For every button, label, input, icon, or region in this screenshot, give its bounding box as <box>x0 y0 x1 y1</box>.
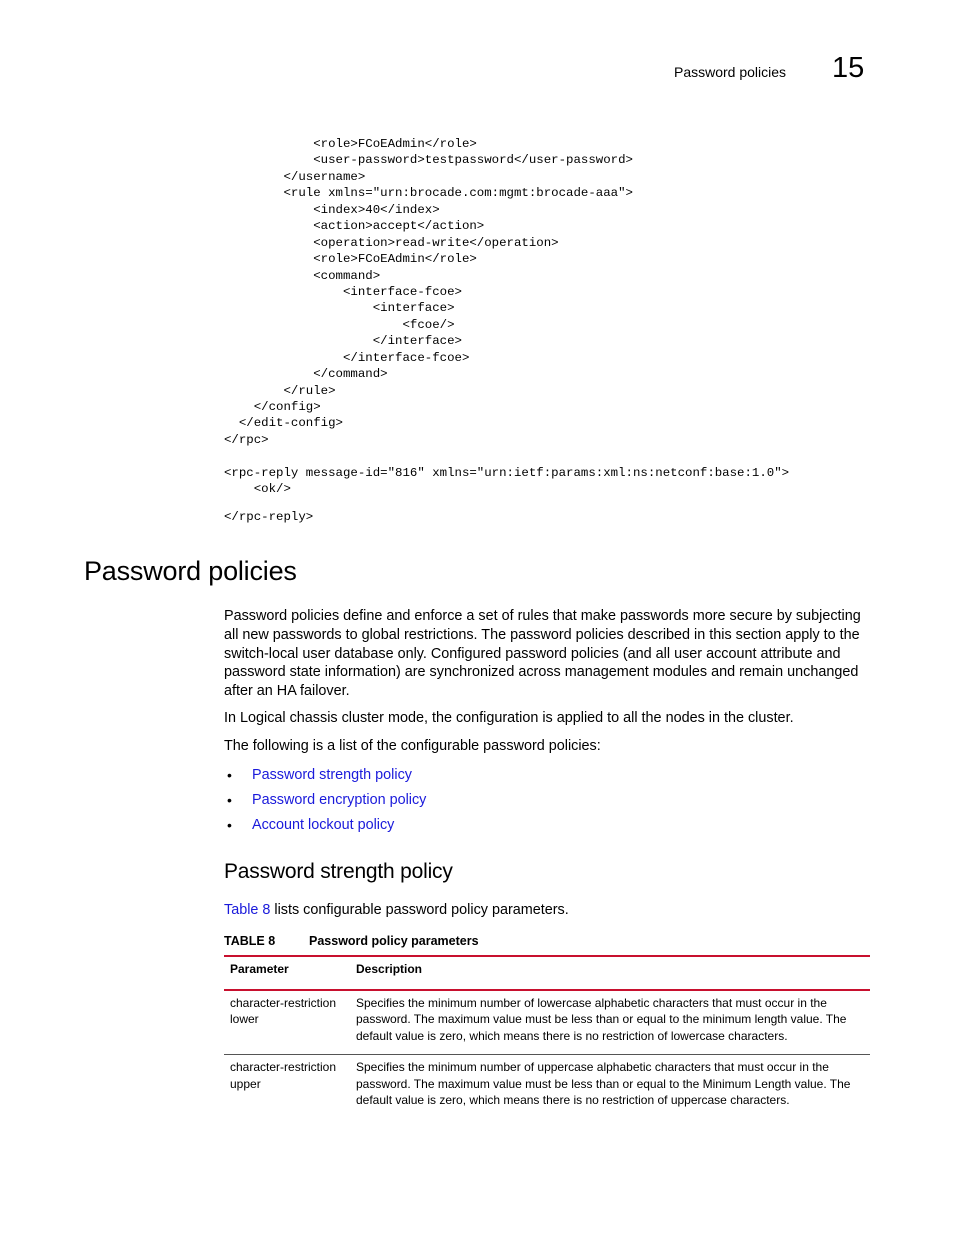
code-line: </interface> <box>224 334 462 349</box>
bullet-icon: • <box>227 792 232 808</box>
chapter-number: 15 <box>832 52 865 84</box>
column-header-description: Description <box>356 962 423 976</box>
code-line: <rpc-reply message-id="816" xmlns="urn:ietf:params:xml:ns:netconf:base:1.0"> <box>224 465 790 480</box>
code-line: <user-password>testpassword</user-password> <box>224 153 633 168</box>
intro-paragraph: Password policies define and enforce a set of rules that make passwords more secure by subjecting all new passwords to global restrictions. The password policies described in this section apply to the switch-local user database only. Configured password policies (and all user account attribute and password state information) are synchronized across management modules and remain unchanged after an HA failover. <box>224 608 861 700</box>
password-strength-policy-link[interactable]: Password strength policy <box>252 767 412 783</box>
code-line: </username> <box>224 169 366 184</box>
code-line: </command> <box>224 367 388 382</box>
bullet-icon: • <box>227 767 232 783</box>
table-caption-label: TABLE 8 <box>224 934 276 948</box>
code-line: <action>accept</action> <box>224 219 485 234</box>
code-line: <interface-fcoe> <box>224 284 462 299</box>
code-line: </rpc-reply> <box>224 510 314 525</box>
policy-link-list <box>224 765 426 840</box>
code-block <box>224 136 789 526</box>
table-8-link[interactable]: Table 8 <box>224 902 271 918</box>
code-line: </rule> <box>224 383 336 398</box>
table-row <box>224 1055 870 1119</box>
running-header-title: Password policies <box>674 64 787 80</box>
list-intro-paragraph: The following is a list of the configurable password policies: <box>224 738 601 754</box>
code-line: <command> <box>224 268 381 283</box>
code-line: <rule xmlns="urn:brocade.com:mgmt:brocade-aaa"> <box>224 186 633 201</box>
section-heading: Password policies <box>84 556 297 586</box>
table-caption <box>224 934 479 948</box>
list-item <box>224 765 426 790</box>
list-item <box>224 815 426 840</box>
password-encryption-policy-link[interactable]: Password encryption policy <box>252 792 427 808</box>
table-intro-paragraph <box>224 901 874 920</box>
password-policy-table <box>224 955 870 1118</box>
table-intro-text: lists configurable password policy parameters. <box>270 902 569 918</box>
parameter-cell: character-restriction upper <box>230 1060 337 1091</box>
column-header-parameter: Parameter <box>230 962 289 976</box>
cluster-mode-paragraph: In Logical chassis cluster mode, the configuration is applied to all the nodes in the cluster. <box>224 710 794 726</box>
list-item <box>224 790 426 815</box>
subsection-heading: Password strength policy <box>224 860 453 883</box>
code-line: </config> <box>224 400 321 414</box>
table-row <box>224 990 870 1055</box>
description-cell: Specifies the minimum number of uppercase alphabetic characters that must occur in the password. The maximum value must be less than or equal to the Minimum Length value. The default value is zero, which means there is no restriction of uppercase characters. <box>356 1060 851 1108</box>
code-line: <index>40</index> <box>224 202 440 217</box>
code-line: <fcoe/> <box>224 317 455 332</box>
code-line: <ok/> <box>224 482 291 497</box>
code-line: </interface-fcoe> <box>224 350 470 365</box>
code-line: <interface> <box>224 301 455 316</box>
code-line <box>224 448 789 464</box>
code-line: <role>FCoEAdmin</role> <box>224 252 477 267</box>
table-caption-title: Password policy parameters <box>309 934 479 948</box>
code-line: <operation>read-write</operation> <box>224 235 559 250</box>
description-cell: Specifies the minimum number of lowercase alphabetic characters that must occur in the password. The maximum value must be less than or equal to the minimum length value. The default value is zero, which means there is no restriction of lowercase characters. <box>356 996 847 1043</box>
account-lockout-policy-link[interactable]: Account lockout policy <box>252 817 395 833</box>
code-line: <role>FCoEAdmin</role> <box>224 137 477 151</box>
code-line: </edit-config> <box>224 416 343 431</box>
table-header-row <box>224 956 870 990</box>
parameter-cell: character-restriction lower <box>230 996 337 1027</box>
code-line: </rpc> <box>224 432 269 447</box>
bullet-icon: • <box>227 817 232 833</box>
